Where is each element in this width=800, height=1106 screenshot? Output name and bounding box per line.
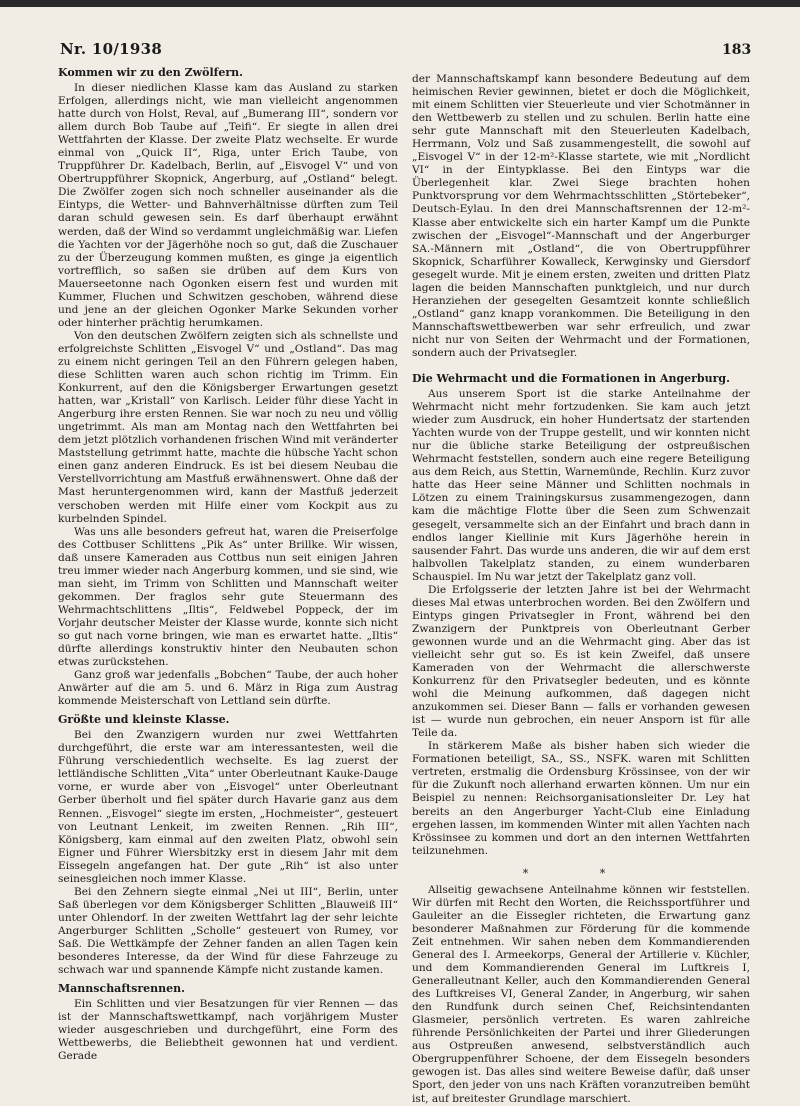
paragraph-continued: der Mannschaftskampf kann besondere Bedeutung auf dem heimischen Revier gewinnen, bietet er doch die Möglichkeit, mit einem Schlitten vier Steuerleute und vier Schotmänner in den Wettbewerb zu stellen und zu schulen. Berlin hatte eine sehr gute Mannschaft mit den Steuerleuten Kadelbach, Herrmann, Volz und Saß zusammengestellt, die sowohl auf „Eisvogel V“ in der 12-m²-Klasse startete, wie mit „Nordlicht VI“ in der Eintypklasse. Bei den Eintyps war die Überlegenheit klar. Zwei Siege brachten hohen Punktvorsprung vor dem Wehrmachtsschlitten „Störtebeker“, Deutsch-Eylau. In den drei Mannschaftsrennen der 12-m²-Klasse aber entwickelte sich ein harter Kampf um die Punkte zwischen der „Eisvogel“-Mannschaft und der Angerburger SA.-Männern mit „Ostland“, die von Obertruppführer Skopnick, Scharführer Kowalleck, Kerwginsky und Giersdorf gesegelt wurde. Mit je einem ersten, zweiten und dritten Platz lagen die beiden Mannschaften punktgleich, und nur durch Heranziehen der gesegelten Gesamtzeit konnte schließlich „Ostland“ ganz knapp vorankommen. Die Beteiligung in den Mannschaftswettbewerben war sehr erfreulich, und zwar nicht nur von Seiten der Wehrmacht und der Formationen, sondern auch der Privatsegler.: [412, 73, 750, 359]
right-column: [412, 73, 750, 1106]
section-separator: * *: [522, 866, 640, 880]
section-heading-wehrmacht: Die Wehrmacht und die Formationen in Angerburg.: [412, 372, 730, 386]
paragraph: Ganz groß war jedenfalls „Bobchen“ Taube, der auch hoher Anwärter auf die am 5. und 6. März in Riga zum Austrag kommende Meisterschaft von Lettland sein dürfte.: [58, 669, 398, 708]
paragraph: Aus unserem Sport ist die starke Anteilnahme der Wehrmacht nicht mehr fortzudenken. Sie kam auch jetzt wieder zum Ausdruck, ein hoher Hundertsatz der startenden Yachten wurde von der Truppe gestellt, und wir konnten nicht nur die übliche starke Beteiligung der ostpreußischen Wehrmacht feststellen, sondern auch eine regere Beteiligung aus dem Reich, aus Stettin, Warnemünde, Rechlin. Kurz zuvor hatte das Heer seine Männer und Schlitten nochmals in Lötzen zu einem Trainingskursus zusammengezogen, dann kam die mächtige Flotte über die Seen zum Schwenzait gesegelt, versammelte sich an der Einfahrt und brach dann in endlos langer Kiellinie mit Kurs Jägerhöhe herein in sausender Fahrt. Das wurde uns anderen, die wir auf dem erst halbvollen Takelplatz standen, zu einem wunderbaren Schauspiel. Im Nu war jetzt der Takelplatz ganz voll.: [412, 388, 750, 583]
paragraph: Was uns alle besonders gefreut hat, waren die Preiserfolge des Cottbuser Schlittens „Pik As“ unter Brillke. Wir wissen, daß unsere Kameraden aus Cottbus nun seit einigen Jahren treu immer wieder nach Angerburg kommen, und sie sind, wie man sieht, im Trimm von Schlitten und Mannschaft weiter gekommen. Der fraglos sehr gute Steuermann des Wehrmachtschlittens „Iltis“, Feldwebel Poppeck, der im Vorjahr deutscher Meister der Klasse wurde, konnte sich nicht so gut nach vorne bringen, wie man es erwartet hatte. „Iltis“ dürfte allerdings konstruktiv hinter den Neubauten schon etwas zurückstehen.: [58, 525, 398, 669]
section-heading-klasse: Größte und kleinste Klasse.: [58, 713, 230, 727]
top-edge-bar: [0, 0, 800, 7]
paragraph: Bei den Zwanzigern wurden nur zwei Wettfahrten durchgeführt, die erste war am interessantesten, weil die Führung verschiedentlich wechselte. Es lag zuerst der lettländische Schlitten „Vita“ unter Oberleutnant Kauke-Dauge vorne, er wurde aber von „Eisvogel“ unter Oberleutnant Gerber überholt und fiel später durch Havarie ganz aus dem Rennen. „Eisvogel“ siegte im ersten, „Hochmeister“, gesteuert von Leutnant Lenkeit, im zweiten Rennen. „Rih III“, Königsberg, kam einmal auf den zweiten Platz, obwohl sein Eigner und Führer Wiersbitzky erst in diesem Jahr mit dem Eissegeln angefangen hat. Der gute „Rih“ ist also unter seinesgleichen noch immer Klasse.: [58, 729, 398, 885]
issue-number: Nr. 10/1938: [60, 40, 163, 58]
paragraph: Die Erfolgsserie der letzten Jahre ist bei der Wehrmacht dieses Mal etwas unterbrochen worden. Bei den Zwölfern und Eintyps gingen Privatsegler in Front, während bei den Zwanzigern der Punktpreis von Oberleutnant Gerber gewonnen wurde und an die Wehrmacht ging. Aber das ist vielleicht sehr gut so. Es ist kein Zweifel, daß unsere Kameraden von der Wehrmacht die allerschwerste Konkurrenz für den Privatsegler bedeuten, und es könnte wohl die Meinung aufkommen, daß dagegen nicht anzukommen sei. Dieser Bann — falls er vorhanden gewesen ist — wurde nun gebrochen, ein neuer Ansporn ist für alle Teile da.: [412, 583, 750, 740]
paragraph: Bei den Zehnern siegte einmal „Nei ut III“, Berlin, unter Saß überlegen vor dem Königsberger Schlitten „Blauweiß III“ unter Ohlendorf. In der zweiten Wettfahrt lag der sehr leichte Angerburger Schlitten „Scholle“ gesteuert von Rumey, vor Saß. Die Wettkämpfe der Zehner fanden an allen Tagen kein besonderes Interesse, da der Wind für diese Fahrzeuge zu schwach war und spannende Kämpfe nicht zustande kamen.: [58, 885, 398, 977]
section-heading-zwoelfer: Kommen wir zu den Zwölfern.: [58, 66, 243, 79]
paragraph: Ein Schlitten und vier Besatzungen für vier Rennen — das ist der Mannschaftswettkampf, nach vorjährigem Muster wieder ausgeschrieben und durchgeführt, eine Form des Wettbewerbs, die Beliebtheit gewonnen hat und verdient. Gerade: [58, 998, 398, 1063]
page-number: 183: [722, 42, 752, 58]
paragraph: In stärkerem Maße als bisher haben sich wieder die Formationen beteiligt, SA., SS., NSFK. waren mit Schlitten vertreten, erstmalig die Ordensburg Krössinsee, von der wir für die Zukunft noch allerhand erwarten können. Um nur ein Beispiel zu nennen: Reichsorganisationsleiter Dr. Ley hat bereits an den Angerburger Yacht-Club eine Einladung ergehen lassen, im kommenden Winter mit allen Yachten nach Krössinsee zu kommen und dort an den internen Wettfahrten teilzunehmen.: [412, 740, 750, 857]
paragraph: In dieser niedlichen Klasse kam das Ausland zu starken Erfolgen, allerdings nicht, wie man vielleicht angenommen hatte durch von Holst, Reval, auf „Bumerang III“, sondern vor allem durch Bob Taube auf „Teifi“. Er siegte in allen drei Wettfahrten der Klasse. Der zweite Platz wechselte. Er wurde einmal von „Quick II“, Riga, unter Erich Taube, von Truppführer Dr. Kadelbach, Berlin, auf „Eisvogel V“ und von Obertruppführer Skopnick, Angerburg, auf „Ostland“ belegt. Die Zwölfer zogen sich noch schneller auseinander als die Eintyps, die Wetter- und Bahnverhältnisse dürften zum Teil daran schuld gewesen sein. Es darf überhaupt erwähnt werden, daß der Wind so verdammt ungleichmäßig war. Liefen die Yachten vor der Jägerhöhe noch so gut, daß die Zuschauer zu der Überzeugung kommen mußten, es ginge ja eigentlich vortrefflich, so saßen sie drüben auf dem Kurs von Mauerseetonne nach Ogonken eisern fest und wurden mit Kummer, Fluchen und Schwitzen geschoben, während diese und jene an der gleichen Ogonker Marke Sekunden vorher oder hinterher prächtig herumkamen.: [58, 82, 398, 329]
section-heading-mannschaft: Mannschaftsrennen.: [58, 982, 185, 996]
left-column: [58, 66, 398, 1063]
paragraph: Allseitig gewachsene Anteilnahme können wir feststellen. Wir dürfen mit Recht den Worten, die Reichssportführer und Gauleiter an die Eissegler richteten, die Erwartung ganz besonderer Maßnahmen zur Förderung für die kommende Zeit entnehmen. Wir sahen neben dem Kommandierenden General des I. Armeekorps, General der Artillerie v. Küchler, und dem Kommandierenden General im Luftkreis I, Generalleutnant Keller, auch den Kommandierenden General des Luftkreises VI, General Zander, in Angerburg, wir sahen den Rundfunk durch seinen Chef, Reichsintendanten Glasmeier, persönlich vertreten. Es waren zahlreiche führende Persönlichkeiten der Partei und ihrer Gliederungen aus Ostpreußen anwesend, selbstverständlich auch Obergruppenführer Schoene, der dem Eissegeln besonders gewogen ist. Das alles sind weitere Beweise dafür, daß unser Sport, den jeder von uns nach Kräften voranzutreiben bemüht ist, auf breitester Grundlage marschiert.: [412, 883, 750, 1105]
paragraph: Von den deutschen Zwölfern zeigten sich als schnellste und erfolgreichste Schlitten „Eisvogel V“ und „Ostland“. Das mag zu einem nicht geringen Teil an den Führern gelegen haben, diese Schlitten waren auch schon richtig im Trimm. Ein Konkurrent, auf den die Königsberger Erwartungen gesetzt hatten, war „Kristall“ von Karlisch. Leider führ diese Yacht in Angerburg ihre ersten Rennen. Sie war noch zu neu und völlig ungetrimmt. Als man am Montag nach den Wettfahrten bei dem jetzt plötzlich vorhandenen frischen Wind mit veränderter Maststellung getrimmt hatte, machte die hübsche Yacht schon einen ganz anderen Eindruck. Es ist bei diesem Neubau die Verstellvorrichtung am Mastfuß erwähnenswert. Ohne daß der Mast heruntergenommen wird, kann der Mastfuß jederzeit verschoben werden mit Hilfe einer vom Kockpit aus zu kurbelnden Spindel.: [58, 329, 398, 525]
